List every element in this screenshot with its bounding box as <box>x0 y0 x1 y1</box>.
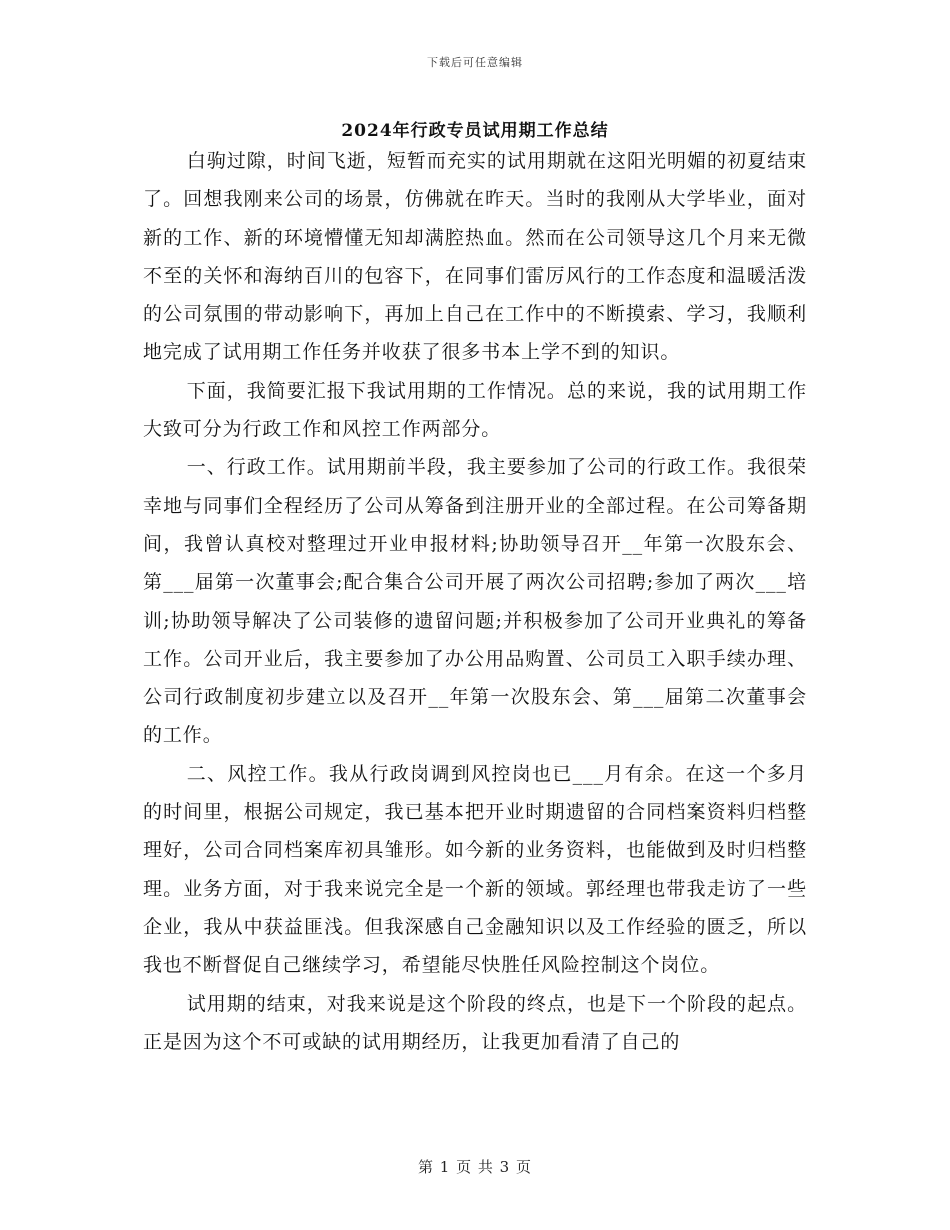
paragraph-admin-work: 一、行政工作。试用期前半段，我主要参加了公司的行政工作。我很荣幸地与同事们全程经历了公司从筹备到注册开业的全部过程。在公司筹备期间，我曾认真校对整理过开业申报材料;协助领导召开__年第一次股东会、第___届第一次董事会;配合集合公司开展了两次公司招聘;参加了两次___培训;协助领导解决了公司装修的遗留问题;并积极参加了公司开业典礼的筹备工作。公司开业后，我主要参加了办公用品购置、公司员工入职手续办理、公司行政制度初步建立以及召开__年第一次股东会、第___届第二次董事会的工作。 <box>143 456 807 747</box>
document-body <box>143 142 807 1061</box>
paragraph-risk-control-work: 二、风控工作。我从行政岗调到风控岗也已___月有余。在这一个多月的时间里，根据公司规定，我已基本把开业时期遗留的合同档案资料归档整理好，公司合同档案库初具雏形。如今新的业务资料，也能做到及时归档整理。业务方面，对于我来说完全是一个新的领域。郭经理也带我走访了一些企业，我从中获益匪浅。但我深感自己金融知识以及工作经验的匮乏，所以我也不断督促自己继续学习，希望能尽快胜任风险控制这个岗位。 <box>143 762 807 977</box>
header-note: 下载后可任意编辑 <box>427 56 523 69</box>
paragraph-overview: 下面，我简要汇报下我试用期的工作情况。总的来说，我的试用期工作大致可分为行政工作和风控工作两部分。 <box>143 379 807 441</box>
page-number: 第 1 页 共 3 页 <box>418 1158 532 1176</box>
document-title: 2024年行政专员试用期工作总结 <box>341 121 609 141</box>
paragraph-conclusion: 试用期的结束，对我来说是这个阶段的终点，也是下一个阶段的起点。正是因为这个不可或缺的试用期经历，让我更加看清了自己的 <box>143 992 807 1053</box>
paragraph-intro: 白驹过隙，时间飞逝，短暂而充实的试用期就在这阳光明媚的初夏结束了。回想我刚来公司的场景，仿佛就在昨天。当时的我刚从大学毕业，面对新的工作、新的环境懵懂无知却满腔热血。然而在公司领导这几个月来无微不至的关怀和海纳百川的包容下，在同事们雷厉风行的工作态度和温暖活泼的公司氛围的带动影响下，再加上自己在工作中的不断摸索、学习，我顺利地完成了试用期工作任务并收获了很多书本上学不到的知识。 <box>143 150 807 364</box>
